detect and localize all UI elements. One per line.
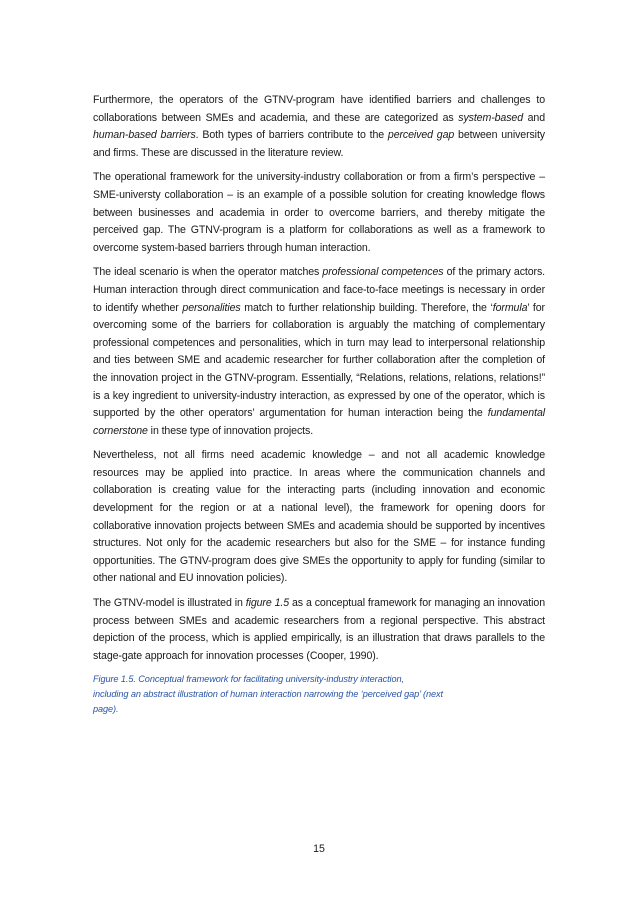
emphasis-text: fundamental cornerstone [93,407,545,437]
paragraph [93,169,545,257]
text-run: Nevertheless, not all firms need academic knowledge – and not all academic knowledge resources may be applied into practice. In areas where the communication channels and collaboration is creating value for the interacting parts (including innovation and economic development for the region or at a national level), the framework for opening doors for collaborative innovation projects between SMEs and academia should be supported by incentives structures. Not only for the academic researchers but also for the SME – for instance funding opportunities. The GTNV-program does give SMEs the opportunity to apply for funding (similar to other national and EU innovation policies). [93,449,545,585]
emphasis-text: perceived gap [387,129,455,142]
text-run: in these type of innovation projects. [147,424,314,437]
paragraph [93,595,545,665]
text-run: The operational framework for the university-industry collaboration or from a firm’s perspective – SME-universty collaboration – is an example of a possible solution for creating knowledge flows between businesses and academia in order to overcome barriers, and thereby mitigate the perceived gap. The GTNV-program is a platform for collaborations as well as a framework to overcome system-based barriers through human interaction. [93,171,545,254]
text-run: match to further relationship building. Therefore, the ‘ [240,301,493,314]
emphasis-text: professional competences [322,266,444,279]
caption-line: Figure 1.5. Conceptual framework for facilitating university-industry interaction, [93,674,404,685]
text-run: The ideal scenario is when the operator matches [93,266,323,279]
emphasis-text: figure 1.5 [245,597,290,610]
emphasis-text: system-based [458,111,523,124]
text-run: as a conceptual framework for managing an innovation process between SMEs and academic researchers from a regional perspective. This abstract depiction of the process, which is applied empirically, is an illustration that draws parallels to the stage-gate approach for innovation processes (Cooper, 1990). [93,597,545,662]
text-run: Furthermore, the operators of the GTNV-program have identified barriers and challenges to collaborations between SMEs and academia, and these are categorized as [93,94,545,124]
emphasis-text: formula [492,301,528,314]
text-run: between university and firms. These are discussed in the literature review. [93,129,545,159]
text-run: of the primary actors. Human interaction through direct communication and face-to-face meetings is necessary in order to identify whether [93,266,545,314]
emphasis-text: human-based barriers [93,129,196,142]
page-number: 15 [313,843,325,855]
caption-line: page). [93,704,119,715]
emphasis-text: personalities [182,301,241,314]
text-run: ’ for overcoming some of the barriers for collaboration is arguably the matching of complementary professional competences and personalities, which in turn may lead to interpersonal relationship and ties between SME and academic researcher for further collaboration after the completion of the innovation project in the GTNV-program. Essentially, “Relations, relations, relations, relations!” is a key ingredient to university-industry interaction, as expressed by one of the operator, which is supported by the other operators’ argumentation for human interaction being the [93,301,545,420]
body-text [93,92,545,665]
text-run: . Both types of barriers contribute to the [195,129,388,142]
text-run: The GTNV-model is illustrated in [93,597,246,610]
paragraph [93,447,545,588]
page-body [93,92,545,717]
paragraph [93,92,545,162]
text-run: and [523,111,546,124]
paragraph [93,264,545,440]
figure-caption [93,672,545,717]
caption-line: including an abstract illustration of human interaction narrowing the ‘perceived gap’ (next [93,689,443,700]
